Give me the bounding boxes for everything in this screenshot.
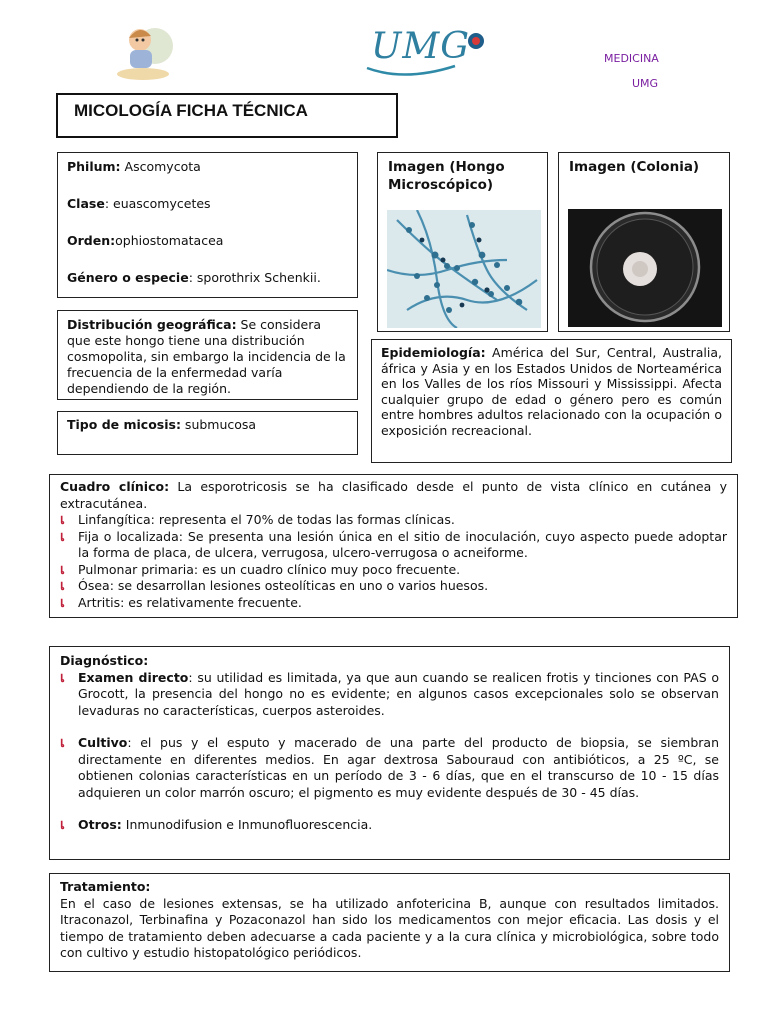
- diagnosis-direct: [60, 670, 719, 720]
- microscopic-image-title: Imagen (Hongo Microscópico): [388, 159, 505, 193]
- bullet-icon: เ: [60, 817, 65, 833]
- genus-line: [67, 270, 348, 286]
- mycosis-type-box: [57, 411, 358, 455]
- class-label: Clase: [67, 196, 105, 211]
- bullet-icon: เ: [60, 528, 65, 545]
- other-label: Otros:: [78, 817, 122, 832]
- diagnosis-other: [60, 817, 719, 834]
- other-text: Inmunodifusion e Inmunofluorescencia.: [121, 817, 373, 832]
- microscopic-image: [387, 210, 541, 328]
- list-item: [60, 562, 727, 579]
- header-right-line1: MEDICINA: [604, 52, 659, 65]
- clinical-item: Pulmonar primaria: es un cuadro clínico muy poco frecuente.: [78, 561, 461, 577]
- clinical-box: [49, 474, 738, 618]
- diagnosis-label: Diagnóstico:: [60, 653, 149, 668]
- bullet-icon: เ: [60, 669, 65, 686]
- clinical-label: Cuadro clínico:: [60, 479, 170, 494]
- phylum-label: Philum:: [67, 159, 121, 174]
- diagnosis-box: [49, 646, 730, 860]
- distribution-box: [57, 310, 358, 400]
- bullet-icon: เ: [60, 735, 65, 751]
- clinical-item: Ósea: se desarrollan lesiones osteolíticas en uno o varios huesos.: [78, 578, 489, 593]
- epidemiology-box: [371, 339, 732, 463]
- clinical-item: Linfangítica: representa el 70% de todas las formas clínicas.: [78, 512, 455, 527]
- header-right-line2: UMG: [632, 77, 659, 90]
- epidemiology-label: Epidemiología:: [381, 345, 486, 360]
- order-line: [67, 233, 348, 249]
- clinical-item: Artritis: es relativamente frecuente.: [78, 594, 302, 610]
- bullet-icon: เ: [60, 578, 65, 594]
- colony-image: [568, 209, 722, 327]
- bullet-icon: เ: [60, 512, 65, 528]
- treatment-box: [49, 873, 730, 972]
- phylum-value: Ascomycota: [120, 159, 201, 174]
- direct-label: Examen directo: [78, 669, 189, 685]
- page-title: MICOLOGÍA FICHA TÉCNICA: [74, 101, 308, 120]
- microscopic-image-box: [377, 152, 548, 332]
- mycosis-label: Tipo de micosis:: [67, 417, 181, 432]
- logo-text: UMG: [371, 26, 470, 67]
- colony-image-title: Imagen (Colonia): [569, 159, 700, 175]
- diagnosis-culture: [60, 735, 719, 801]
- clinical-item: Fija o localizada: Se presenta una lesión única en el sitio de inoculación, cuyo aspecto puede adoptar la forma de placa, de ulcera, verrugosa, ulcero-verrugosa o acneiforme.: [78, 528, 727, 560]
- class-line: [67, 196, 348, 212]
- clinical-intro: [60, 479, 727, 512]
- order-value: ophiostomatacea: [115, 233, 224, 248]
- list-item: [60, 595, 727, 612]
- genus-label: Género o especie: [67, 270, 189, 285]
- treatment-text: En el caso de lesiones extensas, se ha utilizado anfotericina B, aunque con resultados limitados. Itraconazol, Terbinafina y Pozaconazol han sido los medicamentos con mejor eficacia. Las dosis y el tiempo de tratamiento deben adecuarse a cada paciente y a la cura clínica y microbiológica, sobre todo con cultivo y estudio histopatológico periódicos.: [60, 895, 719, 960]
- culture-label: Cultivo: [78, 735, 128, 750]
- bullet-icon: เ: [60, 561, 65, 578]
- taxonomy-box: [57, 152, 358, 298]
- phylum-line: [67, 159, 348, 175]
- distribution-label: Distribución geográfica:: [67, 317, 237, 332]
- bullet-icon: เ: [60, 594, 65, 611]
- distribution-text: Se considera que este hongo tiene una distribución cosmopolita, sin embargo la incidencia de la frecuencia de la enfermedad varía dependiendo de la región.: [67, 317, 346, 396]
- mycosis-value: submucosa: [180, 417, 257, 432]
- colony-image-box: [558, 152, 730, 332]
- list-item: [60, 578, 727, 595]
- direct-text: : su utilidad es limitada, ya que aun cuando se realicen frotis y tinciones con PAS o Grocott, la presencia del hongo no es evidente; en algunos casos excepcionales solo se observan levaduras no características, cuerpos asteroides.: [78, 669, 720, 718]
- list-item: [60, 529, 727, 562]
- baby-illustration: [110, 18, 176, 84]
- clinical-intro-text: La esporotricosis se ha clasificado desde el punto de vista clínico en cutánea y extracutánea.: [60, 479, 728, 511]
- epidemiology-text: América del Sur, Central, Australia, áfrica y Asia y en los Estados Unidos de Norteamérica en los Valles de los ríos Missouri y Mississippi. Afecta cualquier grupo de edad o género pero es común entre hombres adultos relacionado con la ocupación o exposición recreacional.: [381, 345, 722, 438]
- umg-logo: [365, 26, 490, 82]
- order-label: Orden:: [67, 233, 116, 248]
- culture-text: : el pus y el esputo y macerado de una parte del producto de biopsia, se siembran directamente en diferentes medios. En agar dextrosa Sabouraud con antibióticos, a 25 ºC, se obtienen colonias características en un período de 3 - 6 días, que en el transcurso de 10 - 15 días adquieren un color marrón oscuro; el pigmento es muy evidente después de 30 - 45 días.: [78, 735, 719, 800]
- genus-value: : sporothrix Schenkii.: [188, 270, 321, 285]
- treatment-label: Tratamiento:: [60, 879, 151, 894]
- class-value: : euascomycetes: [104, 196, 211, 211]
- title-box: [56, 93, 398, 138]
- list-item: [60, 512, 727, 529]
